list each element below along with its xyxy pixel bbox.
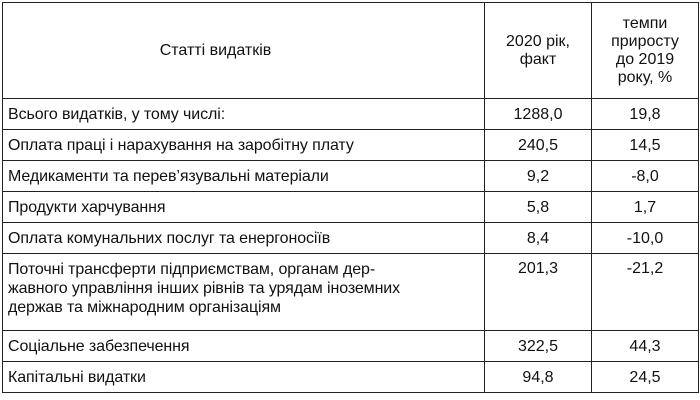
row-growth: 24,5: [592, 362, 699, 393]
table-row: [3, 130, 699, 161]
row-fact-2020: 9,2: [485, 161, 592, 192]
header-fact-2020: 2020 рік, факт: [485, 3, 592, 99]
table-row: [3, 254, 699, 331]
row-fact-2020: 240,5: [485, 130, 592, 161]
row-growth: 19,8: [592, 99, 699, 130]
row-item: Поточні трансферти підприємствам, органам дер- жавного управління інших рівнів та урядам іноземних держав та міжнародним організаціям: [3, 254, 485, 331]
row-item: Продукти харчування: [3, 192, 485, 223]
table-row: [3, 192, 699, 223]
row-item: Капітальні видатки: [3, 362, 485, 393]
row-fact-2020: 322,5: [485, 331, 592, 362]
row-fact-2020: 201,3: [485, 254, 592, 331]
table-row: [3, 99, 699, 130]
header-row: [3, 3, 699, 99]
row-item: Соціальне забезпечення: [3, 331, 485, 362]
row-growth: -21,2: [592, 254, 699, 331]
table-row: [3, 362, 699, 393]
expenditure-table-container: [2, 2, 699, 393]
header-growth: темпи приросту до 2019 року, %: [592, 3, 699, 99]
table-row: [3, 223, 699, 254]
row-fact-2020: 8,4: [485, 223, 592, 254]
row-growth: 14,5: [592, 130, 699, 161]
row-growth: 44,3: [592, 331, 699, 362]
row-fact-2020: 5,8: [485, 192, 592, 223]
row-fact-2020: 1288,0: [485, 99, 592, 130]
row-item: Оплата комунальних послуг та енергоносіїв: [3, 223, 485, 254]
table-row: [3, 331, 699, 362]
table-row: [3, 161, 699, 192]
row-growth: -10,0: [592, 223, 699, 254]
row-item: Всього видатків, у тому числі:: [3, 99, 485, 130]
expenditure-table: [2, 2, 699, 393]
header-item: Статті видатків: [3, 3, 485, 99]
row-growth: 1,7: [592, 192, 699, 223]
row-item: Медикаменти та перев’язувальні матеріали: [3, 161, 485, 192]
row-growth: -8,0: [592, 161, 699, 192]
row-fact-2020: 94,8: [485, 362, 592, 393]
row-item: Оплата праці і нарахування на заробітну плату: [3, 130, 485, 161]
